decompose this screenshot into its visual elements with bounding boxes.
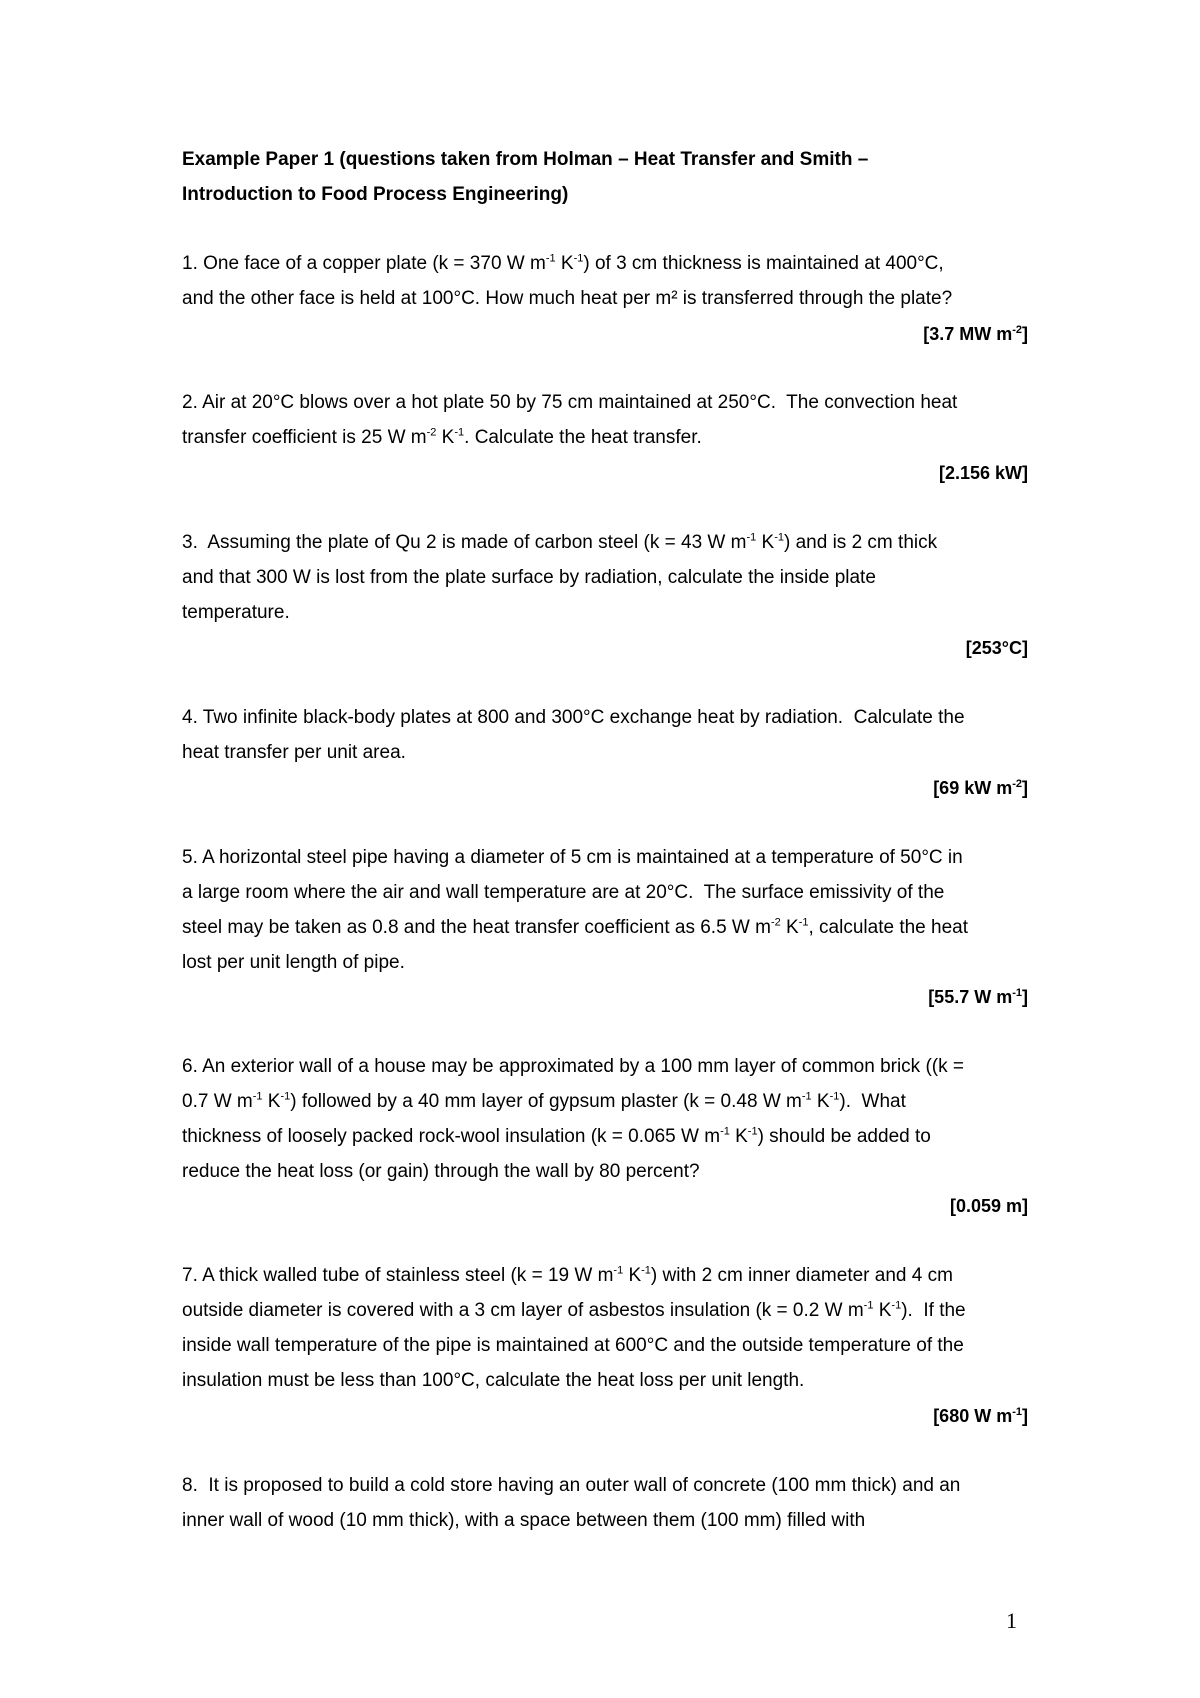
question-3: 3. Assuming the plate of Qu 2 is made of carbon steel (k = 43 W $m^{-1}$ $K^{-1}$) and is 2 cm thick and that 300 W is lost from the plate surface by radiation, calculate the inside plate temperature.	[182, 531, 938, 623]
question-7: 7. A thick walled tube of stainless steel (k = 19 W $m^{-1}$ $K^{-1}$) with 2 cm inner diameter and 4 cm outside diameter is covered with a 3 cm layer of asbestos insulation (k = 0.2 W $m^{-1}$ $K^{-1}$). If the inside wall temperature of the pipe is maintained at 600°C and the outside temperature of the insulation must be less than 100°C, calculate the heat loss per unit length.	[182, 1264, 966, 1391]
answer-6: [0.059 m]	[949, 1196, 1028, 1216]
answer-5: [55.7 W $m^{-1}$]	[928, 987, 1028, 1007]
page-heading	[182, 142, 1022, 212]
answer-7: [680 W $m^{-1}$]	[933, 1406, 1028, 1426]
question-2: 2. Air at 20°C blows over a hot plate 50 by 75 cm maintained at 250°C. The convection heat transfer coefficient is 25 W $m^{-2}$ $K^{-1}$. Calculate the heat transfer.	[182, 392, 958, 448]
answer-2: [2.156 kW]	[938, 463, 1028, 483]
question-8: 8. It is proposed to build a cold store having an outer wall of concrete (100 mm thick) and an inner wall of wood (10 mm thick), with a space between them (100 mm) filled with	[182, 1475, 961, 1531]
question-1: 1. One face of a copper plate (k = 370 W $m^{-1}$ $K^{-1}$) of 3 cm thickness is maintained at 400°C, and the other face is held at 100°C. How much heat per m² is transferred through the plate?	[182, 252, 953, 309]
page-number: 1	[1006, 1608, 1017, 1633]
question-5: 5. A horizontal steel pipe having a diameter of 5 cm is maintained at a temperature of 50°C in a large room where the air and wall temperature are at 20°C. The surface emissivity of the steel may be taken as 0.8 and the heat transfer coefficient as 6.5 W $m^{-2}$ $K^{-1}$, calculate the heat lost per unit length of pipe.	[182, 847, 968, 973]
question-4: 4. Two infinite black-body plates at 800 and 300°C exchange heat by radiation. Calculate the heat transfer per unit area.	[182, 707, 965, 763]
heading-line-2: Introduction to Food Process Engineering)	[182, 184, 569, 205]
answer-4: [69 kW $m^{-2}$]	[933, 778, 1028, 798]
question-6: 6. An exterior wall of a house may be approximated by a 100 mm layer of common brick ((k = 0.7 W $m^{-1}$ $K^{-1}$) followed by a 40 mm layer of gypsum plaster (k = 0.48 W $m^{-1}$ $K^{-1}$). What thickness of loosely packed rock-wool insulation (k = 0.065 W $m^{-1}$ $K^{-1}$) should be added to reduce the heat loss (or gain) through the wall by 80 percent?	[182, 1056, 964, 1182]
answer-3: [253°C]	[965, 638, 1028, 658]
answer-1: [3.7 MW $m^{-2}$]	[923, 324, 1028, 344]
heading-line-1: Example Paper 1 (questions taken from Holman – Heat Transfer and Smith –	[182, 149, 869, 170]
